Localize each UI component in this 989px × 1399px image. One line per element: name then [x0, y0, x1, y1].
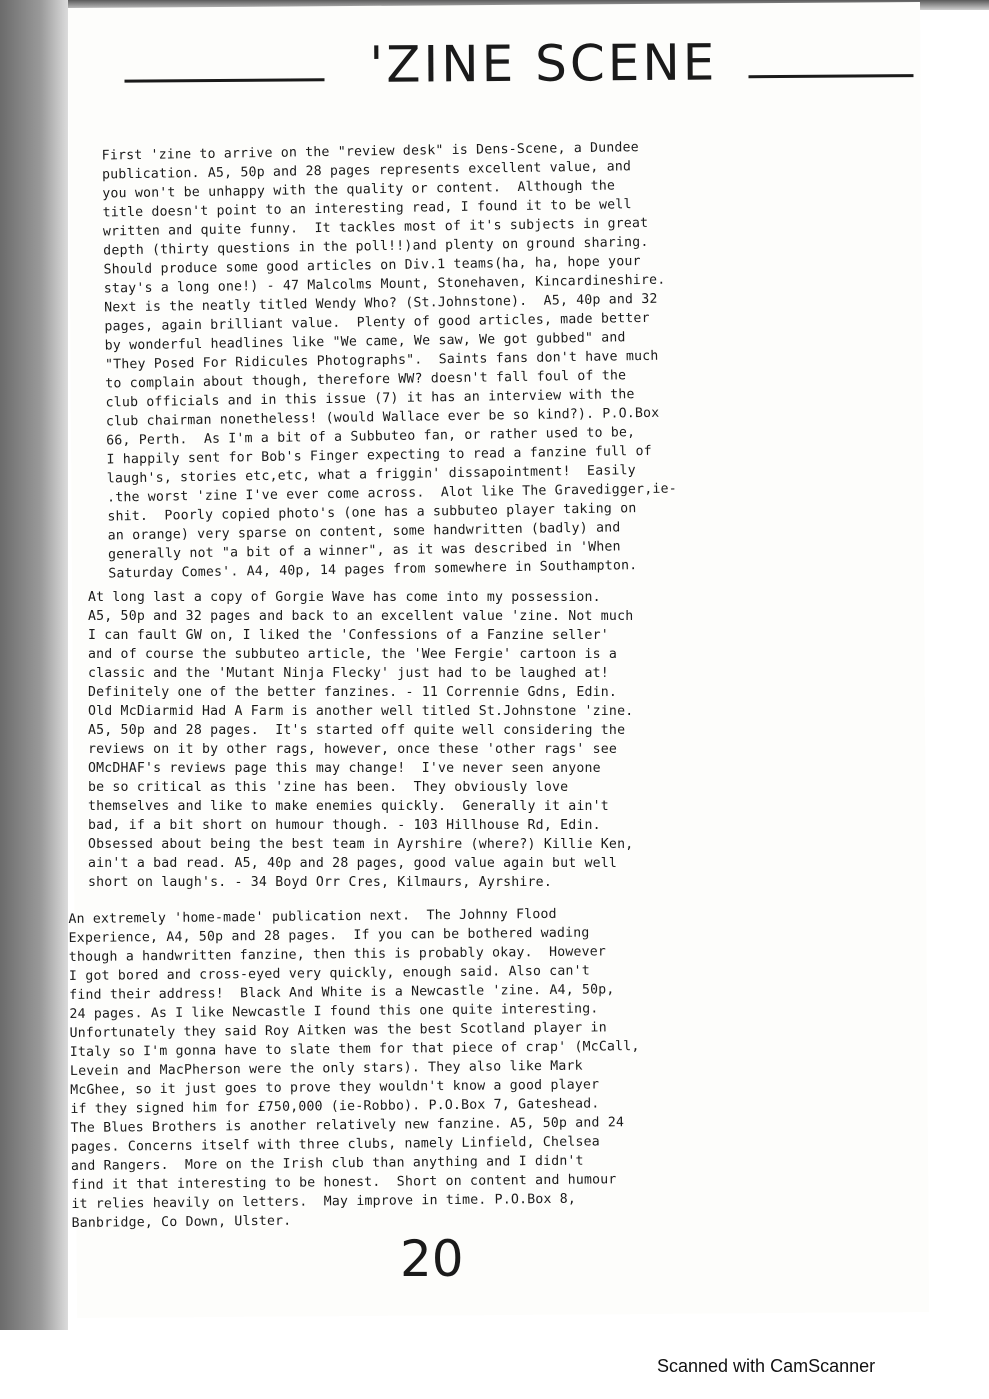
review-paragraph-1: First 'zine to arrive on the "review desk" is Dens-Scene, a Dundee publication. A5, 50p and 28 pages represents excellent value, and you won't be unhappy with the quality or content. Although the title doesn't point to an interesting read, I found it to be well written and quite funny. It tackles most of it's subjects in great depth (thirty questions in the poll!!)and plenty on ground sharing. Should produce some good articles on Div.1 teams(ha, ha, hope your stay's a long one!) - 47 Malcolms Mount, Stonehaven, Kincardineshire. Next is the neatly titled Wendy Who? (St.Johnstone). A5, 40p and 32 pages, again brilliant value. Plenty of good articles, made better by wonderful headlines like "We came, We saw, We got gubbed" and "They Posed For Ridicules Photographs". Saints fans don't have much to complain about though, therefore WW? doesn't fall foul of the club officials and in this issue (7) it has an interview with the club chairman nonetheless! (would Wallace ever be so kind?). P.O.Box 66, Perth. As I'm a bit of a Subbuteo fan, or rather used to be, I happily sent for Bob's Finger expecting to read a fanzine full of laugh's, stories etc,etc, what a friggin' dissapointment! Easily .the worst 'zine I've ever come across. Alot like The Gravedigger,ie- shit. Poorly copied photo's (one has a subbuteo player taking on an orange) very sparse on content, some handwritten (badly) and generally not "a bit of a winner", as it was described in 'When Saturday Comes'. A4, 40p, 14 pages from somewhere in Southampton. — [101, 140, 677, 582]
scanner-watermark: Scanned with CamScanner — [657, 1356, 876, 1376]
scan-edge-shadow — [0, 0, 68, 1330]
header-rule-left — [125, 78, 325, 82]
review-paragraph-3: An extremely 'home-made' publication next. The Johnny Flood Experience, A4, 50p and 28 pages. If you can be bothered wading though a handwritten fanzine, then this is probably okay. However I got bored and cross-eyed very quickly, enough said. Also can't find their address! Black And White is a Newcastle 'zine. A4, 50p, 24 pages. As I like Newcastle I found this one quite interesting. Unfortunately they said Roy Aitken was the best Scotland player in Italy so I'm gonna have to slate them for that piece of crap' (McCall, Levein and MacPherson were the only stars). They also like Mark McGhee, so it just goes to prove they wouldn't know a good player if they signed him for £750,000 (ie-Robbo). P.O.Box 7, Gateshead. The Blues Brothers is another relatively new fanzine. A5, 50p and 24 pages. Concerns itself with three clubs, namely Linfield, Chelsea and Rangers. More on the Irish club than anything and I didn't find it that interesting to be honest. Short on content and humour it relies heavily on letters. May improve in time. P.O.Box 8, Banbridge, Co Down, Ulster. — [68, 906, 640, 1231]
page-number: 20 — [400, 1230, 464, 1288]
header-rule-right — [748, 74, 913, 78]
header — [118, 20, 919, 116]
review-paragraph-2: At long last a copy of Gorgie Wave has come into my possession. A5, 50p and 32 pages and back to an excellent value 'zine. Not much I can fault GW on, I liked the 'Confessions of a Fanzine seller' and of course the subbuteo article, the 'Wee Fergie' cartoon is a classic and the 'Mutant Ninja Flecky' just had to be laughed at! Definitely one of the better fanzines. - 11 Corrennie Gdns, Edin. Old McDiarmid Had A Farm is another well titled St.Johnstone 'zine. A5, 50p and 28 pages. It's started off quite well considering the reviews on it by other rags, however, once these 'other rags' see OMcDHAF's reviews page this may change! I've never seen anyone be so critical as this 'zine has been. They obviously love themselves and like to make enemies quickly. Generally it ain't bad, if a bit short on humour though. - 103 Hillhouse Rd, Edin. Obsessed about being the best team in Ayrshire (where?) Killie Ken, ain't a bad read. A5, 40p and 28 pages, good value again but well short on laugh's. - 34 Boyd Orr Cres, Kilmaurs, Ayrshire. — [88, 590, 634, 890]
masthead-title: 'ZINE SCENE — [369, 33, 718, 94]
